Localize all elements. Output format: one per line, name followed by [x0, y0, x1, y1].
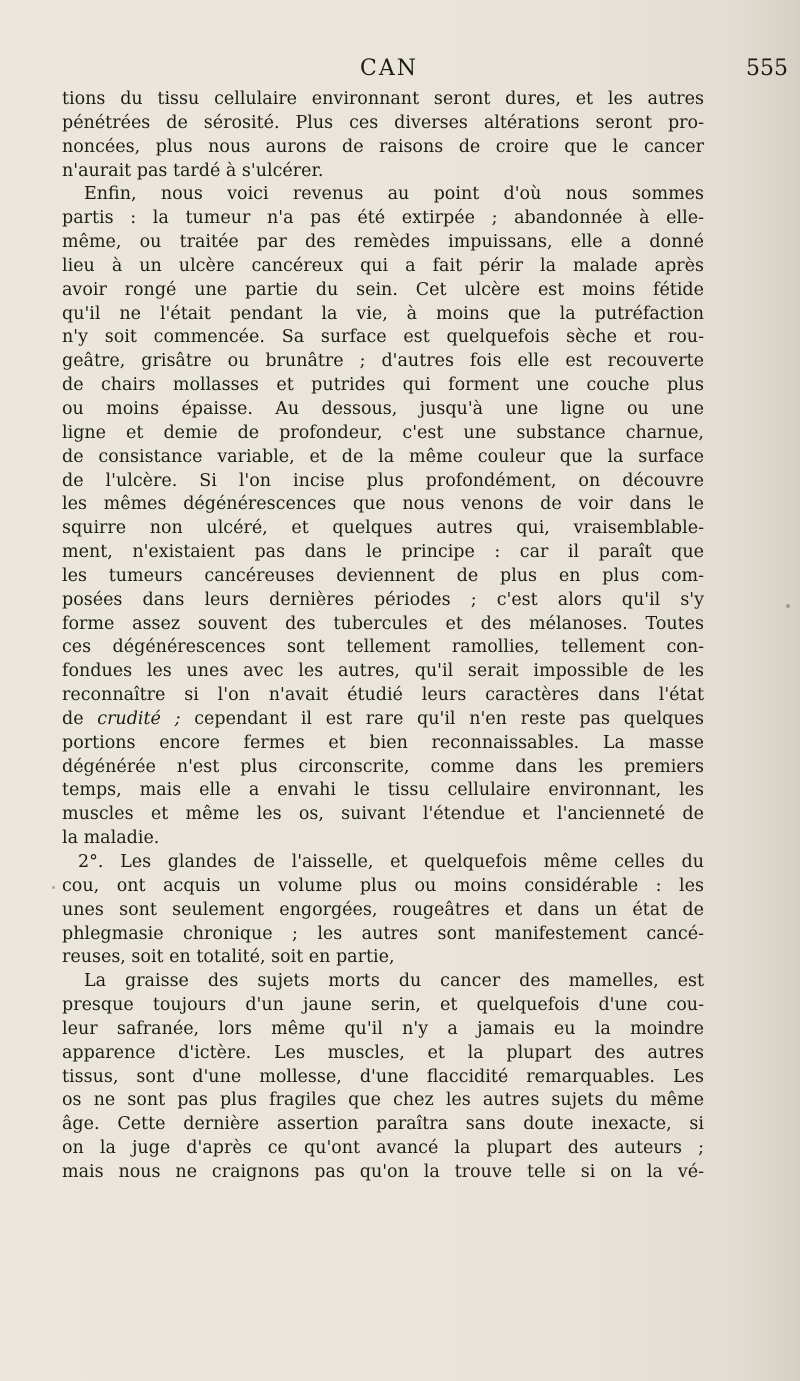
text-line: de l'ulcère. Si l'on incise plus profondément, on découvre — [62, 470, 704, 491]
text-line: on la juge d'après ce qu'ont avancé la plupart des auteurs ; — [62, 1138, 704, 1159]
text-line: forme assez souvent des tubercules et des mélanoses. Toutes — [62, 613, 704, 634]
text-line: la maladie. — [62, 828, 160, 849]
text-line: n'y soit commencée. Sa surface est quelquefois sèche et rou- — [62, 327, 704, 348]
text-line: geâtre, grisâtre ou brunâtre ; d'autres fois elle est recouverte — [62, 351, 704, 372]
text-line: ment, n'existaient pas dans le principe : car il paraît que — [62, 542, 704, 563]
text-line: partis : la tumeur n'a pas été extirpée ; abandonnée à elle- — [62, 208, 704, 229]
page-number: 555 — [746, 56, 788, 81]
text-line: pénétrées de sérosité. Plus ces diverses altérations seront pro- — [62, 112, 704, 133]
text-line: apparence d'ictère. Les muscles, et la plupart des autres — [62, 1042, 704, 1063]
text-line-with-italic — [62, 708, 704, 732]
text-line: qu'il ne l'était pendant la vie, à moins que la putréfaction — [62, 303, 704, 324]
text-line: temps, mais elle a envahi le tissu cellulaire environnant, les — [62, 780, 704, 801]
text-line: avoir rongé une partie du sein. Cet ulcère est moins fétide — [62, 279, 704, 300]
text-line: noncées, plus nous aurons de raisons de croire que le cancer — [62, 136, 704, 157]
text-line: reuses, soit en totalité, soit en partie, — [62, 947, 395, 968]
text-line: de chairs mollasses et putrides qui forment une couche plus — [62, 375, 704, 396]
text-fragment: cependant il est rare qu'il n'en reste pas quelques — [180, 708, 704, 729]
text-line: presque toujours d'un jaune serin, et quelquefois d'une cou- — [62, 995, 704, 1016]
text-line: lieu à un ulcère cancéreux qui a fait périr la malade après — [62, 255, 704, 276]
text-line: phlegmasie chronique ; les autres sont manifestement cancé- — [62, 923, 704, 944]
text-line: ces dégénérescences sont tellement ramollies, tellement con- — [62, 637, 704, 658]
text-line: tissus, sont d'une mollesse, d'une flaccidité remarquables. Les — [62, 1066, 704, 1087]
italic-word: crudité ; — [97, 708, 181, 729]
text-fragment: de — [62, 708, 98, 729]
text-line: muscles et même les os, suivant l'étendue et l'ancienneté de — [62, 804, 704, 825]
text-line: cou, ont acquis un volume plus ou moins considérable : les — [62, 875, 704, 896]
text-line: ou moins épaisse. Au dessous, jusqu'à une ligne ou une — [62, 398, 704, 419]
text-line: unes sont seulement engorgées, rougeâtres et dans un état de — [62, 899, 704, 920]
text-line: leur safranée, lors même qu'il n'y a jamais eu la moindre — [62, 1018, 704, 1039]
text-line: dégénérée n'est plus circonscrite, comme dans les premiers — [62, 756, 704, 777]
text-line: Enfin, nous voici revenus au point d'où nous sommes — [84, 184, 704, 205]
page-header — [60, 56, 788, 88]
text-line: os ne sont pas plus fragiles que chez les autres sujets du même — [62, 1090, 704, 1111]
ink-spot — [52, 886, 55, 889]
text-line: portions encore fermes et bien reconnaissables. La masse — [62, 732, 704, 753]
text-line: La graisse des sujets morts du cancer des mamelles, est — [84, 971, 704, 992]
text-line: de consistance variable, et de la même couleur que la surface — [62, 446, 704, 467]
ink-spot — [786, 604, 790, 608]
text-line: ligne et demie de profondeur, c'est une substance charnue, — [62, 422, 704, 443]
text-line: tions du tissu cellulaire environnant seront dures, et les autres — [62, 89, 704, 109]
running-head: CAN — [360, 56, 418, 81]
text-line: les mêmes dégénérescences que nous venons de voir dans le — [62, 494, 704, 515]
text-line: même, ou traitée par des remèdes impuissans, elle a donné — [62, 232, 704, 253]
text-line: posées dans leurs dernières périodes ; c'est alors qu'il s'y — [62, 589, 704, 610]
text-line: fondues les unes avec les autres, qu'il serait impossible de les — [62, 661, 704, 682]
text-line: les tumeurs cancéreuses deviennent de plus en plus com- — [62, 565, 704, 586]
text-line: 2°. Les glandes de l'aisselle, et quelquefois même celles du — [78, 852, 704, 872]
text-line: mais nous ne craignons pas qu'on la trouve telle si on la vé- — [62, 1161, 704, 1182]
text-line: reconnaître si l'on n'avait étudié leurs caractères dans l'état — [62, 685, 704, 706]
text-line: n'aurait pas tardé à s'ulcérer. — [62, 160, 324, 181]
text-line: âge. Cette dernière assertion paraîtra sans doute inexacte, si — [62, 1114, 704, 1135]
body-text — [62, 88, 704, 1185]
text-line: squirre non ulcéré, et quelques autres qui, vraisemblable- — [62, 518, 704, 539]
